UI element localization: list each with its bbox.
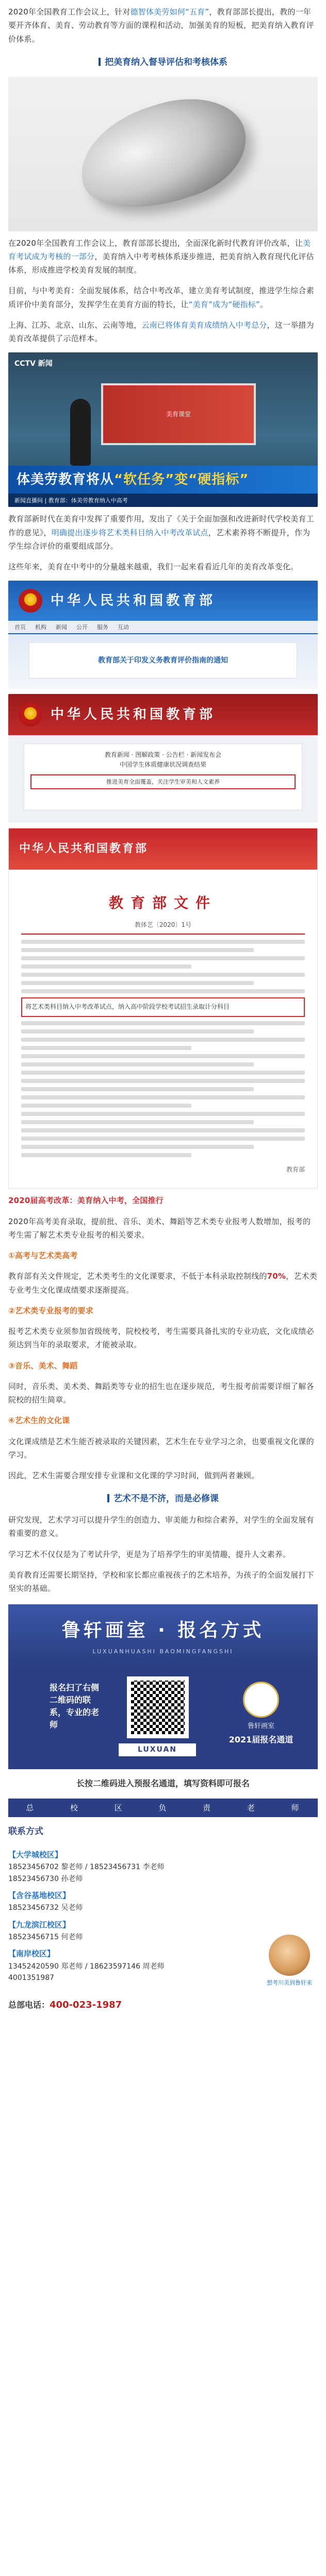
news-caption: 体美劳教育将从 “软任务”变“硬指标” <box>8 466 318 494</box>
contact-title: 联系方式 <box>8 1826 43 1837</box>
paragraph: 在2020年全国教育工作会议上，教育部部长提出，全面深化新时代教育评价改革，让美育考试成为考核的一部分，美育纳入中考考核体系逐步推进，把美育纳入教育现代化评估体系，形成推进学校美育发展的制度。 <box>8 238 314 275</box>
moe-doc-header: 中华人民共和国教育部 <box>9 828 317 870</box>
paragraph: 同时，音乐类、美术类、舞蹈类等专业的招生也在逐步规范，考生报考前需要详细了解各院校的招生简章。 <box>8 1381 314 1404</box>
mascot: 想考川美到鲁轩来 <box>261 1935 318 1988</box>
intro-text-b: ，教育部部长提出，教的一年要开齐体育、美育、劳动教育等方面的课程和活动，加强美育的短板，把美育纳入教育评价体系。 <box>8 7 314 44</box>
campus-block: 【九龙滨江校区】 18523456715 何老师 <box>8 1920 83 1941</box>
moe-news-body: 教育新闻 · 图解政策 · 公告栏 · 新闻发布会 中国学生体质健康状况调查结果 推进美育全面覆盖，关注学生审美和人文素养 <box>24 743 302 810</box>
moe-banner-2: 中华人民共和国教育部 <box>8 694 318 735</box>
mascot-icon <box>269 1935 310 1976</box>
logo-stamp-icon <box>243 1682 279 1718</box>
campus-block: 【大学城校区】 18523456702 黎老师 / 18523456731 李老师 18523456730 孙老师 <box>8 1850 165 1883</box>
national-emblem-icon <box>19 589 42 613</box>
doc-highlight-box: 将艺术类科目纳入中考改革试点，纳入高中阶段学校考试招生录取计分科目 <box>21 997 305 1017</box>
hq-phone: 总部电话：400-023-1987 <box>8 1999 122 2011</box>
paragraph: 上海、江苏、北京、山东、云南等地，云南已将体育美育成绩纳入中考总分，这一举措为美育改革提供了示范样本。 <box>8 320 314 343</box>
registration-banner <box>8 1604 318 1817</box>
paragraph: 2020年高考美育录取，提前批、音乐、美术、舞蹈等艺术类专业报考人数增加，报考的考生需了解艺术类专业报考的相关要求。 <box>8 1216 311 1240</box>
contact-section <box>8 1824 318 1988</box>
campus-block: 【南岸校区】 13452420590 郑老师 / 18623597146 周老师 4001351987 <box>8 1949 165 1982</box>
section-title: 艺术不是不济，而是必修课 <box>8 1492 318 1507</box>
moe-nav: 首页 机构 新闻 公开 服务 互动 <box>8 621 318 634</box>
intro-highlight: 德智体美劳如何“五育” <box>130 7 209 16</box>
campus-block: 【含谷基地校区】 18523456732 吴老师 <box>8 1891 83 1912</box>
campus-tab-bar: 总 校 区 负 责 老 师 <box>8 1799 318 1817</box>
qr-code[interactable] <box>127 1676 189 1738</box>
subheading: ④艺术生的文化课 <box>8 1416 70 1426</box>
banner-title: 鲁轩画室 · 报名方式 LUXUANHUASHI BAOMINGFANGSHI <box>8 1604 318 1666</box>
brand-label: LUXUAN <box>119 1743 196 1756</box>
cctv-logo: CCTV 新闻 <box>14 360 53 368</box>
subheading: ①高考与艺术类高考 <box>8 1251 78 1260</box>
qr-hint: 报名扫了右侧二维码的联系，专业的老师 <box>50 1683 100 1730</box>
intro-paragraph <box>8 5 318 46</box>
moe-banner: 中华人民共和国教育部 <box>8 581 318 621</box>
presentation-screen: 美育课堂 <box>101 383 256 445</box>
doc-number: 教体艺〔2020〕1号 <box>134 921 192 928</box>
paragraph: 学习艺术不仅仅是为了考试升学，更是为了培养学生的审美情趣，提升人文素养。 <box>8 1549 291 1559</box>
paragraph: 教育部有关文件规定，艺术类考生的文化课要求，不低于本科录取控制线的70%，艺术类专业考生文化课成绩要求逐渐提高。 <box>8 1272 317 1295</box>
paragraph: 这些年来，美育在中考中的分量越来越重，我们一起来看看近几年的美育改革变化。 <box>8 562 299 571</box>
paragraph: 文化课成绩是艺术生能否被录取的关键因素，艺术生在专业学习之余，也要重视文化课的学习。 <box>8 1436 314 1460</box>
doc-title: 教育部文件 <box>108 894 217 912</box>
moe-website-screenshot <box>8 581 318 689</box>
intro-text-a: 2020年全国教育工作会议上，针对 <box>8 7 131 16</box>
doc-signature: 教育部 <box>286 1165 305 1173</box>
news-ticker: 新闻直播间 | 教育部：体美劳教育纳入中高考 <box>8 494 318 507</box>
studio-logo: 鲁轩画室 2021届报名通道 <box>225 1682 297 1747</box>
cabbage-image <box>8 77 318 231</box>
paragraph: 报考艺术类专业须参加省级统考，院校校考，考生需要具备扎实的专业功底，文化成绩必须达到当年的录取要求，才能被录取。 <box>8 1327 314 1350</box>
news-screenshot <box>8 352 318 507</box>
highlight-box: 推进美育全面覆盖，关注学生审美和人文素养 <box>30 774 296 790</box>
article <box>0 5 326 2013</box>
qr-section <box>8 1666 318 1769</box>
subheading: 2020届高考改革：美育纳入中考，全国推行 <box>8 1196 164 1206</box>
national-emblem-icon <box>19 703 42 726</box>
section-title: 把美育纳入督导评估和考核体系 <box>8 55 318 71</box>
qr-tip: 长按二维码进入预报名通道，填写资料即可报名 <box>8 1769 318 1799</box>
moe-website-screenshot-2 <box>8 694 318 823</box>
paragraph: 美育教育还需要长期坚持，学校和家长都应重视孩子的艺术培养，为孩子的全面发展打下坚实的基础。 <box>8 1570 314 1593</box>
moe-doc-title: 教育部关于印发义务教育评价指南的通知 <box>29 642 297 679</box>
paragraph: 目前，与中考美育：全面发展体系，结合中考改革，建立美育考试制度，推进学生综合素质评价中美育部分，发挥学生在美育方面的特长，让“美育”成为“硬指标”。 <box>8 286 314 309</box>
subheading: ③音乐、美术、舞蹈 <box>8 1361 78 1370</box>
moe-document-screenshot <box>8 828 318 1189</box>
subheading: ②艺术类专业报考的要求 <box>8 1306 93 1315</box>
speaker <box>70 399 91 466</box>
paragraph: 研究发现，艺术学习可以提升学生的创造力、审美能力和综合素养，对学生的全面发展有着重要的意义。 <box>8 1515 314 1538</box>
paragraph: 因此，艺术生需要合理安排专业课和文化课的学习时间，做到两者兼顾。 <box>8 1471 259 1480</box>
paragraph: 教育部新时代在美育中发挥了重要作用，发出了《关于全面加强和改进新时代学校美育工作的意见》，明确提出逐步将艺术类科目纳入中考改革试点，艺术素养将不断提升，作为学生综合评价的重要组成部分。 <box>8 514 314 551</box>
